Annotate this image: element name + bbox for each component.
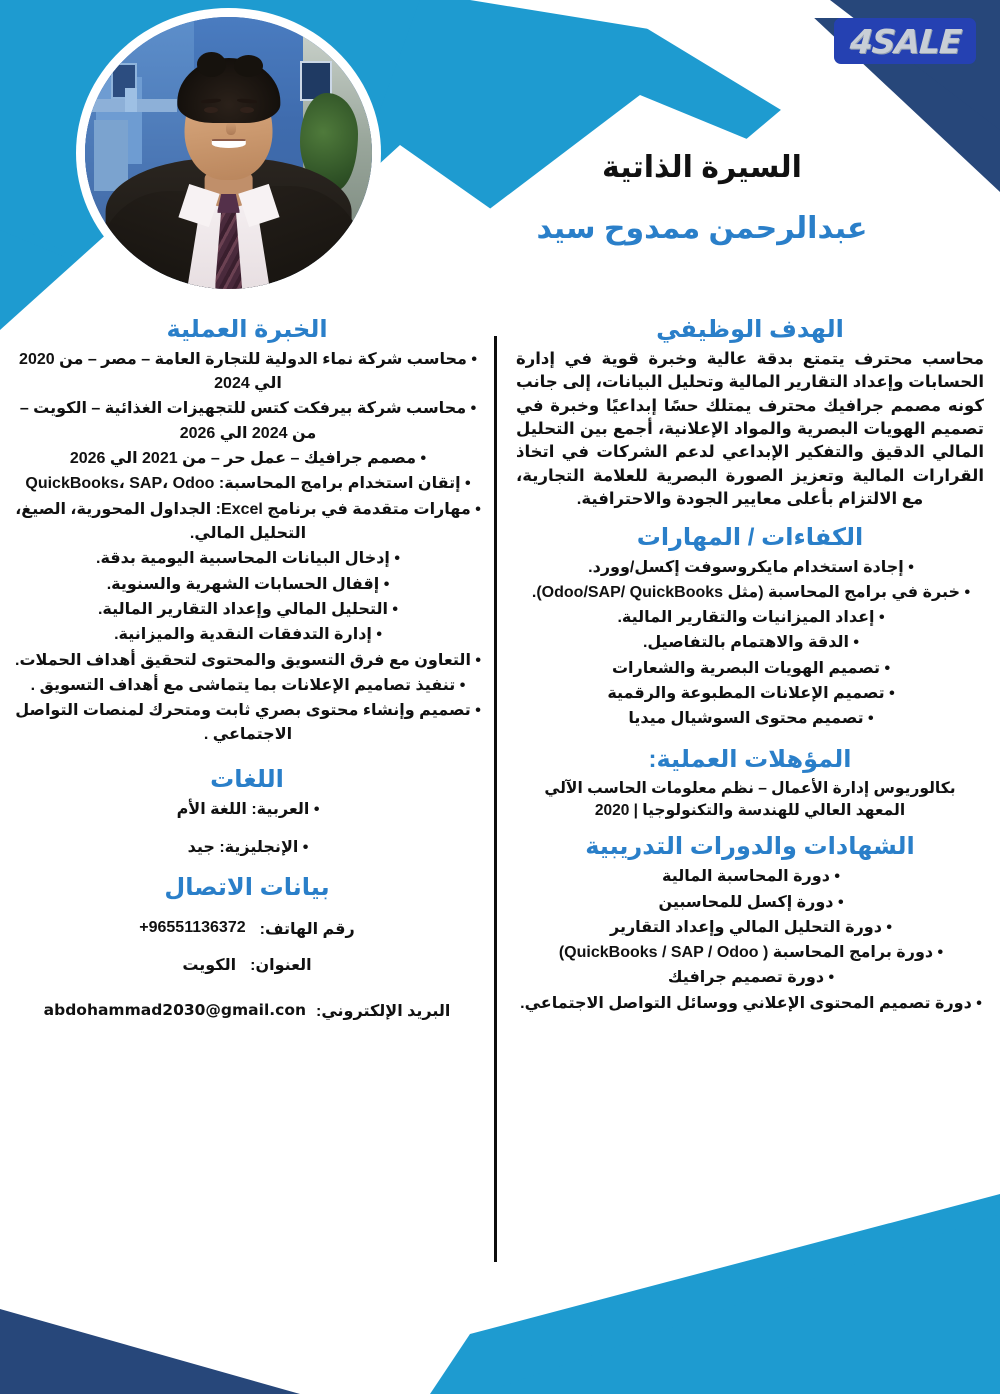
education-degree: بكالوريوس إدارة الأعمال – نظم معلومات الحاسب الآلي	[544, 779, 956, 797]
contact-email-value[interactable]: abdohammad2030@gmail.con	[43, 1001, 307, 1020]
list-item: • إعداد الميزانيات والتقارير المالية.	[510, 606, 990, 630]
list-item: • محاسب شركة نماء الدولية للتجارة العامة – مصر – من 2020 الي 2024	[8, 348, 486, 397]
brand-logo-text: 4SALE	[848, 21, 962, 61]
list-item: • دورة التحليل المالي وإعداد التقارير	[510, 916, 990, 940]
list-item: • إتقان استخدام برامج المحاسبة: QuickBooks، SAP، Odoo	[8, 472, 486, 496]
section-heading-languages: اللغات	[210, 765, 284, 793]
certificates-list	[510, 865, 990, 1016]
left-column	[8, 312, 486, 1021]
contact-email-label: البريد الإلكتروني:	[316, 1003, 451, 1021]
contact-address-label: العنوان:	[250, 957, 312, 975]
list-item: • مهارات متقدمة في برنامج Excel: الجداول المحورية، الصيغ، التحليل المالي.	[8, 498, 486, 547]
list-item: • إجادة استخدام مايكروسوفت إكسل/وورد.	[510, 556, 990, 580]
footer-decoration	[0, 1194, 1000, 1394]
list-item: • محاسب شركة بيرفكت كتس للتجهيزات الغذائية – الكويت – من 2024 الي 2026	[8, 397, 486, 446]
objective-text: محاسب محترف يتمتع بدقة عالية وخبرة قوية في إدارة الحسابات وإعداد التقارير المالية وتحليل البيانات، إلى جانب كونه مصمم جرافيك محترف يمتلك حسًا إبداعيًا وخبرة في تصميم الهويات البصرية والمواد الإعلانية، أجمع بين التحليل المالي الدقيق والتفكير الإبداعي لدعم الشركات في اتخاذ القرارات المالية وتعزيز الصورة البصرية للعلامة التجارية، مع الالتزام بأعلى معايير الجودة والاحترافية.	[516, 349, 984, 509]
list-item: • تصميم وإنشاء محتوى بصري ثابت ومتحرك لمنصات التواصل الاجتماعي .	[8, 699, 486, 748]
education-institute: المعهد العالي للهندسة والتكنولوجيا | 2020	[594, 802, 906, 820]
section-heading-education: المؤهلات العملية:	[648, 745, 852, 773]
footer-banner	[0, 1194, 1000, 1394]
list-item: • تنفيذ تصاميم الإعلانات بما يتماشى مع أهداف التسويق .	[8, 674, 486, 698]
contact-address-row	[8, 955, 486, 975]
list-item: • التعاون مع فرق التسويق والمحتوى لتحقيق أهداف الحملات.	[8, 649, 486, 673]
column-divider	[494, 336, 497, 1262]
section-heading-contact: بيانات الاتصال	[164, 874, 330, 902]
contact-phone-label: رقم الهاتف:	[259, 921, 355, 939]
list-item: • دورة برامج المحاسبة ( QuickBooks / SAP / Odoo)	[510, 941, 990, 965]
profile-photo-image	[85, 17, 372, 289]
candidate-name: عبدالرحمن ممدوح سيد	[536, 212, 868, 245]
brand-logo	[834, 18, 976, 64]
contact-email-row	[8, 1001, 486, 1021]
list-item: • تصميم محتوى السوشيال ميديا	[510, 707, 990, 731]
skills-list	[510, 556, 990, 732]
list-item: • خبرة في برامج المحاسبة (مثل Odoo/SAP/ QuickBooks).	[510, 581, 990, 605]
list-item: • العربية: اللغة الأم	[8, 798, 486, 822]
section-heading-objective: الهدف الوظيفي	[656, 316, 844, 343]
list-item: • مصمم جرافيك – عمل حر – من 2021 الي 2026	[8, 447, 486, 471]
list-item: • تصميم الهويات البصرية والشعارات	[510, 657, 990, 681]
list-item: • الدقة والاهتمام بالتفاصيل.	[510, 631, 990, 655]
contact-phone-row	[8, 919, 486, 939]
section-heading-experience: الخبرة العملية	[166, 316, 328, 343]
list-item: • دورة المحاسبة المالية	[510, 865, 990, 889]
contact-phone-value[interactable]: +96551136372	[139, 919, 246, 937]
list-item: • دورة تصميم المحتوى الإعلاني ووسائل التواصل الاجتماعي.	[510, 992, 990, 1016]
contact-address-value: الكويت	[182, 957, 237, 975]
list-item: • الإنجليزية: جيد	[8, 836, 486, 860]
list-item: • دورة إكسل للمحاسبين	[510, 891, 990, 915]
list-item: • التحليل المالي وإعداد التقارير المالية.	[8, 598, 486, 622]
list-item: • دورة تصميم جرافيك	[510, 966, 990, 990]
page-title: السيرة الذاتية	[602, 151, 802, 184]
name-block	[432, 150, 972, 246]
list-item: • إدخال البيانات المحاسبية اليومية بدقة.	[8, 547, 486, 571]
list-item: • تصميم الإعلانات المطبوعة والرقمية	[510, 682, 990, 706]
languages-list	[8, 798, 486, 861]
experience-list	[8, 348, 486, 748]
profile-photo	[76, 8, 381, 298]
right-column	[510, 312, 990, 1017]
list-item: • إقفال الحسابات الشهرية والسنوية.	[8, 573, 486, 597]
section-heading-skills: الكفاءات / المهارات	[636, 523, 864, 551]
section-heading-certificates: الشهادات والدورات التدريبية	[585, 833, 915, 861]
list-item: • إدارة التدفقات النقدية والميزانية.	[8, 623, 486, 647]
